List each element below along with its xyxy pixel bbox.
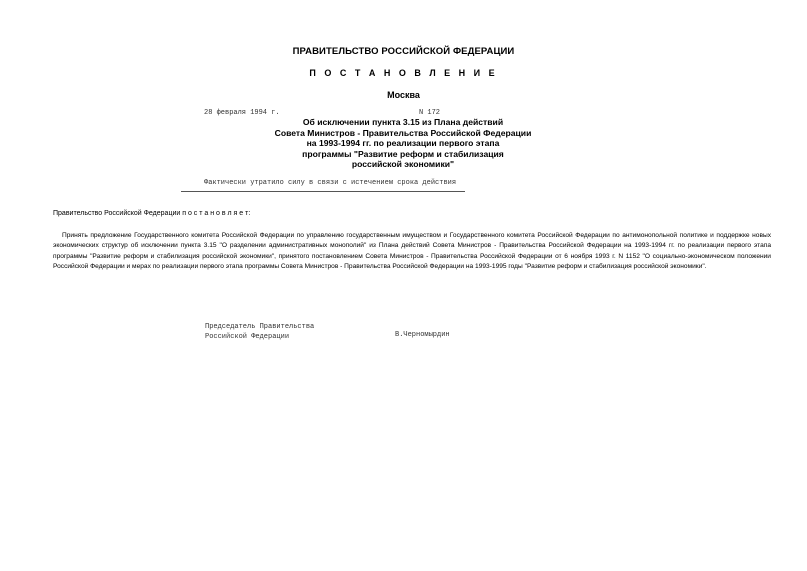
title-line: Об исключении пункта 3.15 из Плана действий	[302, 117, 504, 127]
document-number: N 172	[419, 109, 441, 117]
title-line: на 1993-1994 гг. по реализации первого этапа	[306, 138, 500, 148]
signatory-position	[205, 323, 314, 342]
signatory-position-line: Российской Федерации	[205, 332, 290, 341]
government-name: ПРАВИТЕЛЬСТВО РОССИЙСКОЙ ФЕДЕРАЦИИ	[292, 46, 515, 57]
resolve-line: Правительство Российской Федерации п о с т а н о в л я е т:	[53, 210, 251, 217]
signatory-name: В.Черномырдин	[395, 331, 450, 339]
document-date: 28 февраля 1994 г.	[204, 109, 280, 117]
divider	[181, 191, 465, 192]
signatory-position-line: Председатель Правительства	[205, 323, 315, 331]
body-paragraph: Принять предложение Государственного комитета Российской Федерации по управлению государственным имуществом и Государственного комитета Российской Федерации по антимонопольной политике и поддержке новых экономических структур об исключении пункта 3.15 "О разделении административных монополий" из Плана действий Совета Министров - Правительства Российской Федерации на 1993-1994 гг. по реализации первого этапа программы "Развитие реформ и стабилизация российской экономики", принятого постановлением Совета Министров - Правительства Российской Федерации от 6 ноября 1993 г. N 1152 "О социально-экономическом положении Российской Федерации и мерах по реализации первого этапа программы Совета Министров - Правительства Российской Федерации на 1993-1995 годы "Развитие реформ и стабилизация российской экономики".	[53, 232, 771, 270]
title-line: программы "Развитие реформ и стабилизация	[302, 148, 504, 159]
document-type: П О С Т А Н О В Л Е Н И Е	[309, 68, 498, 78]
title-line: российской экономики"	[351, 159, 455, 169]
document-title	[230, 117, 576, 170]
status-note: Фактически утратило силу в связи с истечением срока действия	[204, 179, 457, 187]
title-line: Совета Министров - Правительства Российской Федерации	[274, 127, 532, 138]
city: Москва	[387, 90, 420, 100]
